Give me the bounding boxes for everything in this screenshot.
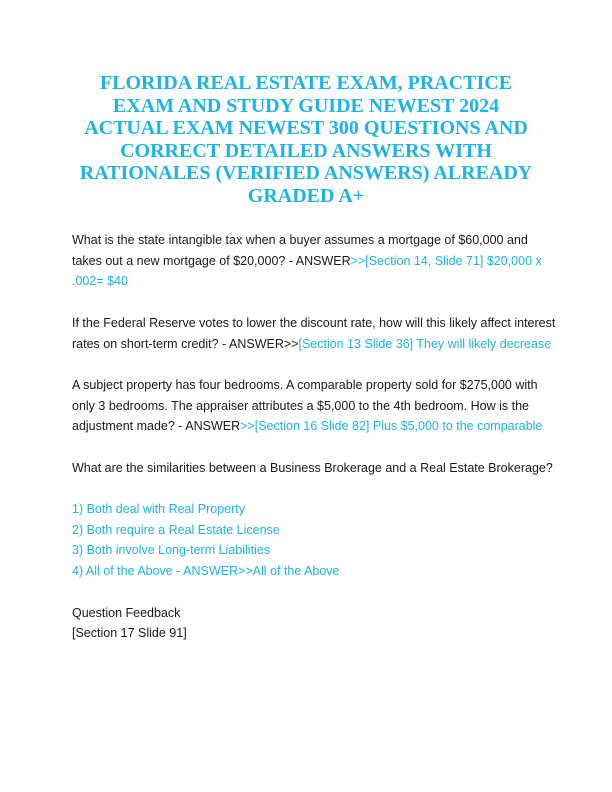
- paragraph-gap: [72, 292, 542, 313]
- answer-text: .002= $40: [72, 274, 128, 289]
- title-line: CORRECT DETAILED ANSWERS WITH: [120, 139, 492, 162]
- paragraph-gap: [72, 437, 542, 458]
- question-text: If the Federal Reserve votes to lower the discount rate, how will this likely affect interest: [72, 315, 556, 330]
- question-text: rates on short-term credit? - ANSWER>>: [72, 336, 299, 351]
- question-text: A subject property has four bedrooms. A comparable property sold for $275,000 with: [72, 377, 538, 392]
- title-line: FLORIDA REAL ESTATE EXAM, PRACTICE: [99, 72, 513, 94]
- paragraph-gap: [72, 582, 542, 603]
- question-text: only 3 bedrooms. The appraiser attributes a $5,000 to the 4th bedroom. How is the: [72, 398, 529, 413]
- title-line: ACTUAL EXAM NEWEST 300 QUESTIONS AND: [84, 117, 528, 139]
- question-text: takes out a new mortgage of $20,000? - ANSWER: [72, 253, 351, 268]
- answer-text: >>[Section 16 Slide 82] Plus $5,000 to the comparable: [240, 419, 543, 434]
- document-body: [72, 230, 556, 644]
- answer-option: 4) All of the Above - ANSWER>>All of the Above: [72, 564, 340, 579]
- feedback-reference: [Section 17 Slide 91]: [72, 626, 187, 641]
- question-text: What are the similarities between a Business Brokerage and a Real Estate Brokerage?: [72, 460, 553, 475]
- answer-text: [Section 13 Slide 36] They will likely decrease: [298, 336, 552, 351]
- feedback-label: Question Feedback: [72, 605, 181, 620]
- answer-option: 2) Both require a Real Estate License: [72, 522, 280, 537]
- question-block-1: [72, 230, 542, 292]
- question-answer-line: [72, 251, 542, 272]
- paragraph-gap: [72, 354, 542, 375]
- answer-option: 1) Both deal with Real Property: [72, 502, 246, 517]
- answer-text: >>[Section 14, Slide 71] $20,000 x: [350, 253, 542, 268]
- question-block-3: [72, 375, 542, 437]
- question-block-4: [72, 458, 553, 644]
- document-title: [60, 72, 552, 207]
- question-answer-line: [72, 416, 542, 437]
- title-line: RATIONALES (VERIFIED ANSWERS) ALREADY: [79, 162, 533, 184]
- question-block-2: [72, 313, 556, 354]
- answer-option: 3) Both involve Long-term Liabilities: [72, 543, 271, 558]
- title-line: EXAM AND STUDY GUIDE NEWEST 2024: [112, 94, 500, 117]
- paragraph-gap: [72, 478, 542, 499]
- question-text: What is the state intangible tax when a buyer assumes a mortgage of $60,000 and: [72, 233, 528, 247]
- question-text: adjustment made? - ANSWER: [72, 419, 241, 434]
- question-answer-line: [72, 334, 552, 355]
- title-line: GRADED A+: [247, 184, 365, 207]
